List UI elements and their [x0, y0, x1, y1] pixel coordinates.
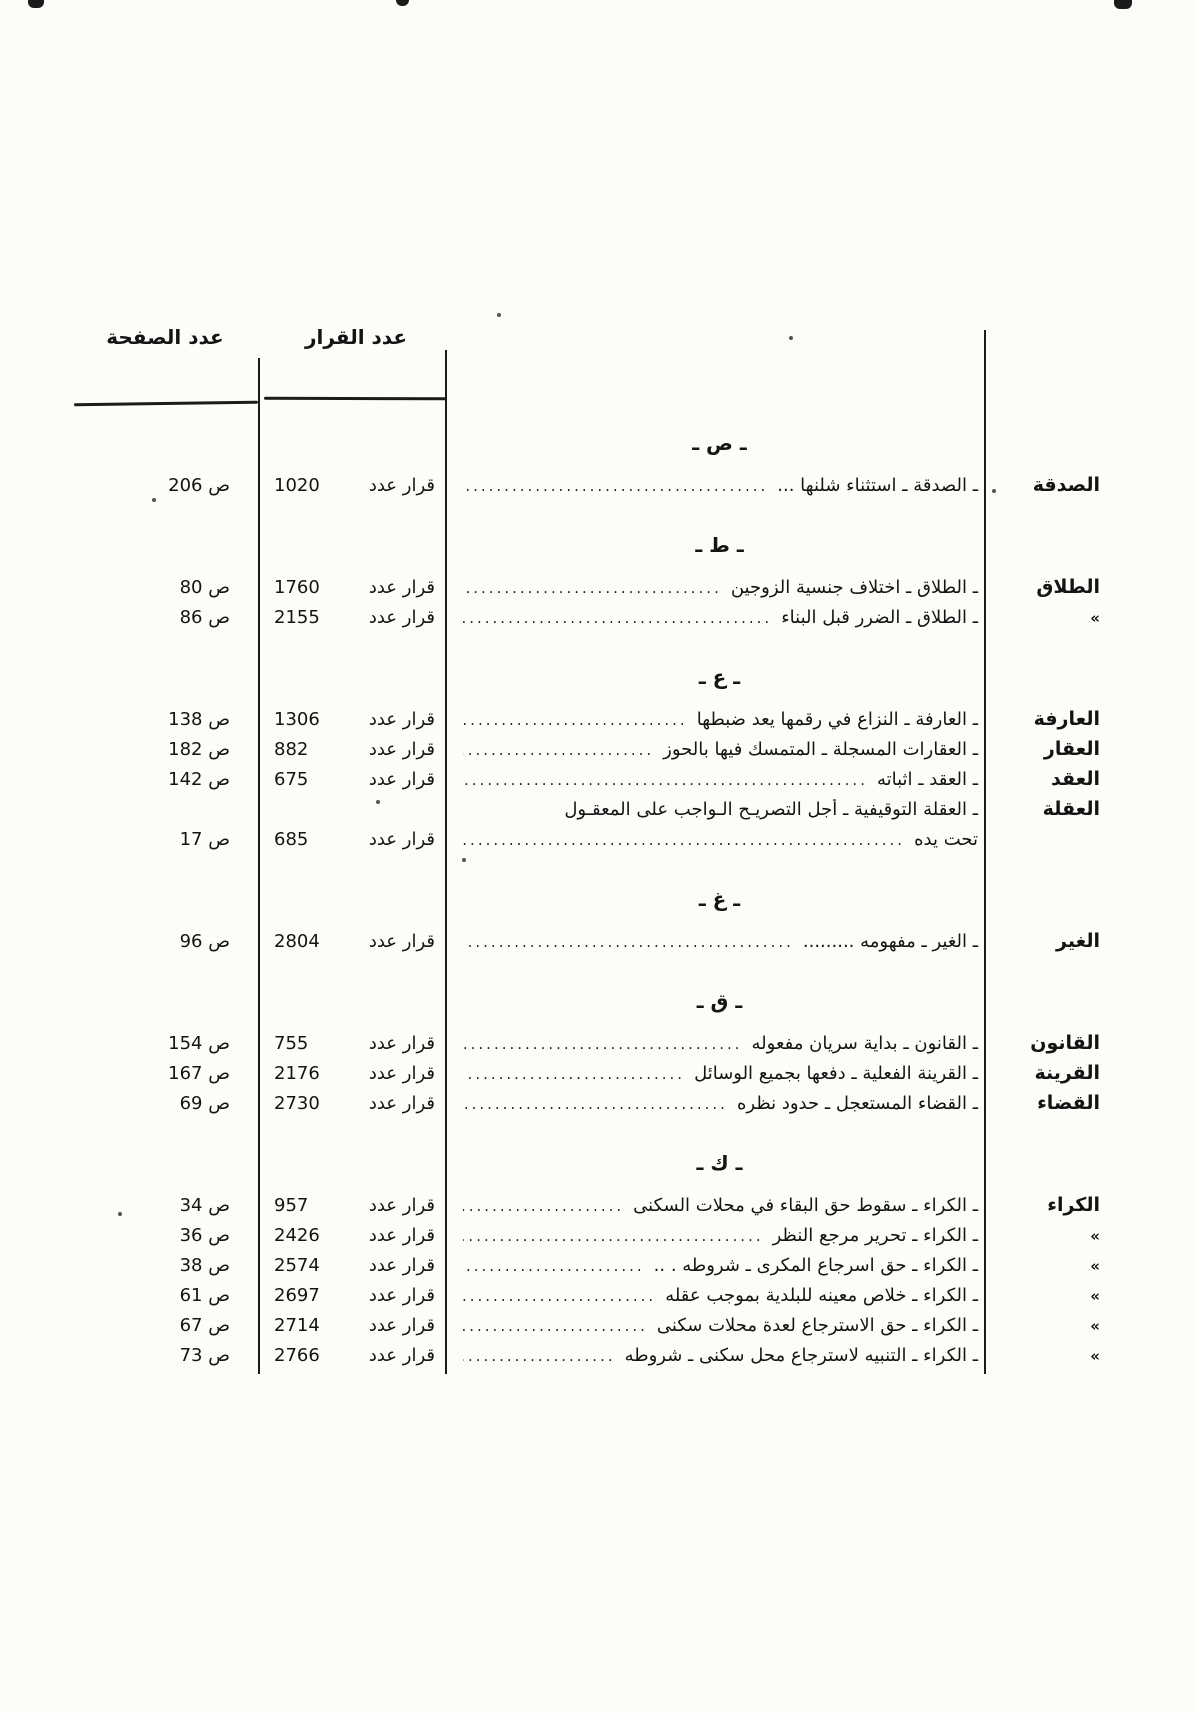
entry-page	[70, 1225, 260, 1246]
entry-page-value: ص 38	[179, 1254, 230, 1276]
entry-page-value: ص 73	[179, 1344, 230, 1366]
dotted-leader	[463, 771, 868, 789]
entry-keyword	[984, 606, 1126, 628]
section-letter: ـ ص ـ	[692, 431, 747, 455]
entry-page	[70, 475, 260, 496]
entry-page	[70, 1315, 260, 1336]
entry-page-value: ص 34	[179, 1194, 230, 1216]
scan-speck	[497, 313, 501, 317]
entry-subject	[447, 709, 984, 730]
entry-page	[70, 1345, 260, 1366]
scan-speck	[396, 0, 409, 6]
decision-number: 2730	[274, 1092, 320, 1114]
decision-number: 2804	[274, 930, 320, 952]
entry-text: ـ الصدقة ـ استثناء شلنها ...	[777, 474, 978, 496]
entry-text: ـ العقارات المسجلة ـ المتمسك فيها بالحوز	[663, 738, 978, 760]
entry-text: ـ الطلاق ـ الضرر قبل البناء	[781, 606, 978, 628]
section-letter: ـ ط ـ	[695, 533, 744, 557]
entry-subject	[447, 1345, 984, 1366]
entry-decision	[260, 709, 447, 730]
index-entry-row	[70, 704, 1126, 734]
entry-text: ـ القرينة الفعلية ـ دفعها بجميع الوسائل	[694, 1062, 978, 1084]
entry-subject	[447, 1255, 984, 1276]
dotted-leader	[463, 1227, 764, 1245]
index-rows	[70, 412, 1126, 1370]
entry-text: ـ الكراء ـ حق الاسترجاع لعدة محلات سكنى	[656, 1314, 978, 1336]
dotted-leader	[463, 1257, 645, 1275]
dotted-leader	[463, 1095, 728, 1113]
dotted-leader	[463, 609, 772, 627]
entry-decision	[260, 1093, 447, 1114]
entry-decision	[260, 829, 447, 850]
entry-keyword: القانون	[1030, 1032, 1100, 1054]
decision-label: قرار عدد	[368, 930, 435, 952]
entry-page-value: ص 182	[168, 738, 230, 760]
decision-number: 957	[274, 1194, 309, 1216]
scan-speck	[28, 0, 44, 8]
entry-page-value: ص 154	[168, 1032, 230, 1054]
dotted-leader	[463, 711, 688, 729]
decision-number: 2155	[274, 606, 320, 628]
entry-subject	[447, 1225, 984, 1246]
entry-page-value: ص 206	[168, 474, 230, 496]
entry-page-value: ص 142	[168, 768, 230, 790]
entry-subject	[447, 1033, 984, 1054]
decision-number: 685	[274, 828, 309, 850]
entry-subject	[447, 577, 984, 598]
entry-subject	[447, 1063, 984, 1084]
index-entry-row	[70, 470, 1126, 500]
index-entry-row	[70, 1280, 1126, 1310]
entry-decision	[260, 1315, 447, 1336]
entry-keyword	[984, 1314, 1126, 1336]
entry-keyword	[984, 1254, 1126, 1276]
entry-page	[70, 709, 260, 730]
header-underline-right	[264, 397, 446, 401]
decision-number: 882	[274, 738, 309, 760]
entry-decision	[260, 577, 447, 598]
entry-text: ـ العارفة ـ النزاع في رقمها يعد ضبطها	[696, 708, 978, 730]
entry-keyword: العقار	[1043, 738, 1100, 760]
dotted-leader	[463, 477, 768, 495]
entry-page	[70, 1195, 260, 1216]
entry-subject	[447, 1315, 984, 1336]
decision-number: 1306	[274, 708, 320, 730]
entry-page	[70, 1063, 260, 1084]
entry-page	[70, 1255, 260, 1276]
entry-page-value: ص 138	[168, 708, 230, 730]
decision-label: قرار عدد	[368, 1224, 435, 1246]
entry-decision	[260, 739, 447, 760]
index-entry-row	[70, 1028, 1126, 1058]
dotted-leader	[463, 1035, 743, 1053]
ditto-mark: »	[1090, 1317, 1100, 1335]
entry-subject	[447, 1195, 984, 1216]
index-entry-row	[70, 1088, 1126, 1118]
decision-number: 2574	[274, 1254, 320, 1276]
entry-decision	[260, 1225, 447, 1246]
entry-keyword: العقلة	[1042, 798, 1100, 820]
dotted-leader	[463, 1317, 648, 1335]
decision-label: قرار عدد	[368, 1092, 435, 1114]
entry-decision	[260, 1255, 447, 1276]
decision-number: 2766	[274, 1344, 320, 1366]
section-letter-row	[70, 428, 1126, 458]
entry-page-value: ص 96	[179, 930, 230, 952]
entry-text: ـ الكراء ـ التنبيه لاسترجاع محل سكنى ـ شروطه	[624, 1344, 978, 1366]
entry-subject	[447, 799, 984, 820]
entry-text: ـ القضاء المستعجل ـ حدود نظره	[736, 1092, 978, 1114]
entry-decision	[260, 1195, 447, 1216]
index-entry-row	[70, 1340, 1126, 1370]
decision-number: 1760	[274, 576, 320, 598]
decision-number: 2697	[274, 1284, 320, 1306]
decision-number: 2426	[274, 1224, 320, 1246]
entry-text: ـ العقلة التوقيفية ـ أجل التصريـح الـواجب على المعقـول	[564, 798, 978, 820]
entry-text: ـ الكراء ـ تحرير مرجع النظر	[772, 1224, 978, 1246]
index-entry-row	[70, 764, 1126, 794]
entry-decision	[260, 475, 447, 496]
index-entry-row	[70, 824, 1126, 854]
index-entry-row	[70, 602, 1126, 632]
entry-decision	[260, 1345, 447, 1366]
decision-label: قرار عدد	[368, 606, 435, 628]
entry-page	[70, 1093, 260, 1114]
entry-text: ـ الكراء ـ حق اسرجاع المكرى ـ شروطه . ..	[653, 1254, 978, 1276]
decision-number: 755	[274, 1032, 309, 1054]
entry-page	[70, 769, 260, 790]
entry-text: تحت يده	[914, 828, 978, 850]
entry-keyword: الطلاق	[1036, 576, 1100, 598]
entry-keyword: العقد	[1050, 768, 1100, 790]
decision-label: قرار عدد	[368, 576, 435, 598]
section-letter-row	[70, 1148, 1126, 1178]
entry-subject	[447, 829, 984, 850]
decision-label: قرار عدد	[368, 768, 435, 790]
decision-label: قرار عدد	[368, 1062, 435, 1084]
entry-decision	[260, 1033, 447, 1054]
dotted-leader	[463, 1347, 616, 1365]
entry-page-value: ص 36	[179, 1224, 230, 1246]
entry-subject	[447, 607, 984, 628]
entry-text: ـ الكراء ـ خلاص معينه للبلدية بموجب عقله	[665, 1284, 978, 1306]
decision-number: 675	[274, 768, 309, 790]
ditto-mark: »	[1090, 609, 1100, 627]
entry-page	[70, 739, 260, 760]
ditto-mark: »	[1090, 1347, 1100, 1365]
entry-text: ـ القانون ـ بداية سريان مفعوله	[751, 1032, 978, 1054]
entry-text: ـ العقد ـ اثباته	[876, 768, 978, 790]
index-entry-row	[70, 572, 1126, 602]
section-letter-row	[70, 662, 1126, 692]
entry-subject	[447, 769, 984, 790]
entry-subject	[447, 931, 984, 952]
section-letter: ـ غ ـ	[698, 887, 741, 911]
decision-number: 2714	[274, 1314, 320, 1336]
decision-label: قرار عدد	[368, 738, 435, 760]
decision-label: قرار عدد	[368, 1284, 435, 1306]
ditto-mark: »	[1090, 1287, 1100, 1305]
entry-keyword: الكراء	[1047, 1194, 1100, 1216]
decision-number-column-header: عدد القرار	[304, 325, 407, 349]
entry-keyword	[984, 1344, 1126, 1366]
decision-label: قرار عدد	[368, 1314, 435, 1336]
entry-text: ـ الطلاق ـ اختلاف جنسية الزوجين	[730, 576, 978, 598]
decision-label: قرار عدد	[368, 1254, 435, 1276]
entry-decision	[260, 1063, 447, 1084]
index-entry-row	[70, 1250, 1126, 1280]
ditto-mark: »	[1090, 1257, 1100, 1275]
entry-page-value: ص 67	[179, 1314, 230, 1336]
entry-subject	[447, 1093, 984, 1114]
section-letter: ـ ك ـ	[696, 1151, 743, 1175]
index-entry-row	[70, 1310, 1126, 1340]
entry-keyword	[984, 1284, 1126, 1306]
decision-label: قرار عدد	[368, 1032, 435, 1054]
entry-keyword: الصدقة	[1032, 474, 1100, 496]
header-underline-left	[74, 401, 258, 407]
dotted-leader	[463, 933, 794, 951]
dotted-leader	[463, 1287, 656, 1305]
entry-page	[70, 931, 260, 952]
index-entry-row	[70, 1220, 1126, 1250]
entry-decision	[260, 607, 447, 628]
entry-text: ـ الكراء ـ سقوط حق البقاء في محلات السكنى	[633, 1194, 978, 1216]
section-letter: ـ ق ـ	[696, 989, 743, 1013]
scan-speck	[789, 336, 793, 340]
page-number-column-header: عدد الصفحة	[106, 325, 224, 349]
entry-page	[70, 607, 260, 628]
ditto-mark: »	[1090, 1227, 1100, 1245]
entry-subject	[447, 475, 984, 496]
entry-keyword: الغير	[1056, 930, 1100, 952]
entry-keyword: العارفة	[1033, 708, 1100, 730]
entry-page	[70, 1285, 260, 1306]
dotted-leader	[463, 831, 905, 849]
entry-subject	[447, 739, 984, 760]
entry-page-value: ص 17	[179, 828, 230, 850]
scan-speck	[1114, 0, 1132, 9]
entry-keyword: القضاء	[1037, 1092, 1100, 1114]
decision-label: قرار عدد	[368, 1194, 435, 1216]
index-entry-row	[70, 926, 1126, 956]
entry-text: ـ الغير ـ مفهومه .........	[802, 930, 978, 952]
entry-page-value: ص 167	[168, 1062, 230, 1084]
index-entry-row	[70, 1190, 1126, 1220]
entry-decision	[260, 1285, 447, 1306]
decision-number: 2176	[274, 1062, 320, 1084]
entry-page	[70, 829, 260, 850]
entry-keyword: القرينة	[1034, 1062, 1100, 1084]
section-letter-row	[70, 986, 1126, 1016]
decision-label: قرار عدد	[368, 828, 435, 850]
entry-page	[70, 577, 260, 598]
entry-page-value: ص 86	[179, 606, 230, 628]
section-letter: ـ ع ـ	[698, 665, 741, 689]
section-letter-row	[70, 530, 1126, 560]
entry-decision	[260, 769, 447, 790]
section-letter-row	[70, 884, 1126, 914]
decision-number: 1020	[274, 474, 320, 496]
dotted-leader	[463, 1065, 685, 1083]
entry-subject	[447, 1285, 984, 1306]
index-entry-row	[70, 1058, 1126, 1088]
decision-label: قرار عدد	[368, 708, 435, 730]
index-entry-row	[70, 794, 1126, 824]
entry-page-value: ص 61	[179, 1284, 230, 1306]
entry-page-value: ص 80	[179, 576, 230, 598]
entry-page	[70, 1033, 260, 1054]
dotted-leader	[463, 741, 654, 759]
entry-page-value: ص 69	[179, 1092, 230, 1114]
decision-label: قرار عدد	[368, 474, 435, 496]
dotted-leader	[463, 579, 722, 597]
index-entry-row	[70, 734, 1126, 764]
decision-label: قرار عدد	[368, 1344, 435, 1366]
entry-keyword	[984, 1224, 1126, 1246]
entry-decision	[260, 931, 447, 952]
dotted-leader	[463, 1197, 624, 1215]
